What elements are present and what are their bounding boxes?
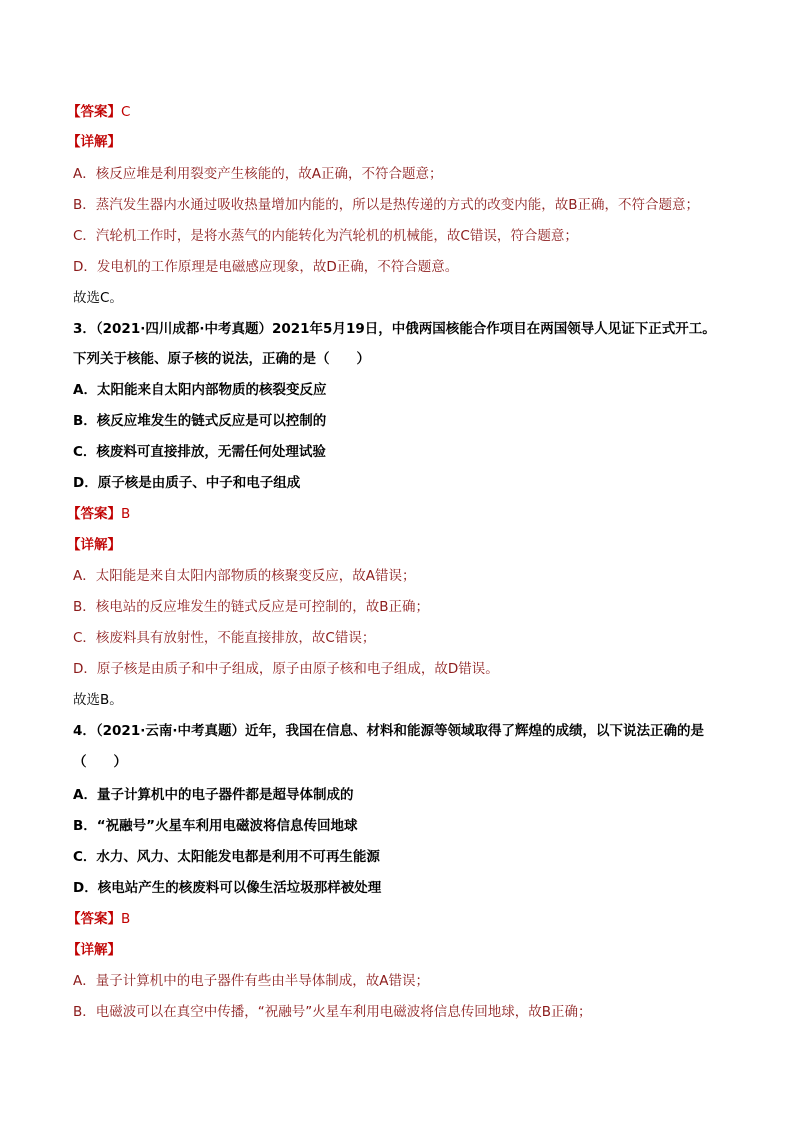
detail-line-q4 (67, 940, 747, 960)
explanation-line: A．核反应堆是利用裂变产生核能的，故A正确，不符合题意； (73, 166, 443, 182)
answer-line-q2 (67, 102, 747, 122)
explanation-line: D．发电机的工作原理是电磁感应现象，故D正确，不符合题意。 (73, 259, 459, 275)
question-4-stem-cont: （ ） (73, 754, 127, 770)
explanation-line: B．电磁波可以在真空中传播，“祝融号”火星车利用电磁波将信息传回地球，故B正确； (73, 1004, 592, 1020)
answer-value: B (121, 506, 131, 522)
question-4-source: 4．（2021·云南·中考真题） (73, 723, 245, 739)
explanation-line: C．核废料具有放射性，不能直接排放，故C错误； (73, 630, 376, 646)
question-3-option: A．太阳能来自太阳内部物质的核裂变反应 (73, 382, 327, 398)
explanation-line: D．原子核是由质子和中子组成，原子由原子核和电子组成，故D错误。 (73, 661, 499, 677)
explanation-line: B．核电站的反应堆发生的链式反应是可控制的，故B正确； (73, 599, 430, 615)
question-3-option: B．核反应堆发生的链式反应是可以控制的 (73, 413, 327, 429)
question-3-stem-text: 2021年5月19日，中俄两国核能合作项目在两国领导人见证下正式开工。 (271, 321, 716, 337)
conclusion-line: 故选C。 (73, 290, 123, 306)
question-4-option: D．核电站产生的核废料可以像生活垃圾那样被处理 (73, 880, 382, 896)
answer-line-q3 (67, 504, 747, 524)
question-3-option: D．原子核是由质子、中子和电子组成 (73, 475, 301, 491)
answer-value: B (121, 911, 131, 927)
question-4-option: A．量子计算机中的电子器件都是超导体制成的 (73, 787, 354, 803)
question-3-stem (67, 319, 753, 339)
detail-label: 【详解】 (67, 134, 121, 150)
answer-label: 【答案】 (67, 506, 121, 522)
explanation-line: A．太阳能是来自太阳内部物质的核聚变反应，故A错误； (73, 568, 416, 584)
detail-label: 【详解】 (67, 537, 121, 553)
conclusion-line: 故选B。 (73, 692, 123, 708)
detail-line-q3 (67, 535, 747, 555)
detail-label: 【详解】 (67, 942, 121, 958)
explanation-line: B．蒸汽发生器内水通过吸收热量增加内能的，所以是热传递的方式的改变内能，故B正确，不符合题意； (73, 197, 700, 213)
question-4-stem-text: 近年，我国在信息、材料和能源等领域取得了辉煌的成绩，以下说法正确的是 (244, 723, 704, 739)
answer-label: 【答案】 (67, 104, 121, 120)
explanation-line: A．量子计算机中的电子器件有些由半导体制成，故A错误； (73, 973, 429, 989)
question-3-stem-cont: 下列关于核能、原子核的说法，正确的是（ ） (73, 351, 370, 367)
question-4-option: B．“祝融号”火星车利用电磁波将信息传回地球 (73, 818, 358, 834)
answer-value: C (121, 104, 131, 120)
answer-line-q4 (67, 909, 747, 929)
question-4-option: C．水力、风力、太阳能发电都是利用不可再生能源 (73, 849, 380, 865)
question-3-source: 3．（2021·四川成都·中考真题） (73, 321, 272, 337)
question-4-stem (67, 721, 753, 741)
answer-label: 【答案】 (67, 911, 121, 927)
explanation-line: C．汽轮机工作时，是将水蒸气的内能转化为汽轮机的机械能，故C错误，符合题意； (73, 228, 578, 244)
detail-line-q2 (67, 132, 747, 152)
question-3-option: C．核废料可直接排放，无需任何处理试验 (73, 444, 326, 460)
